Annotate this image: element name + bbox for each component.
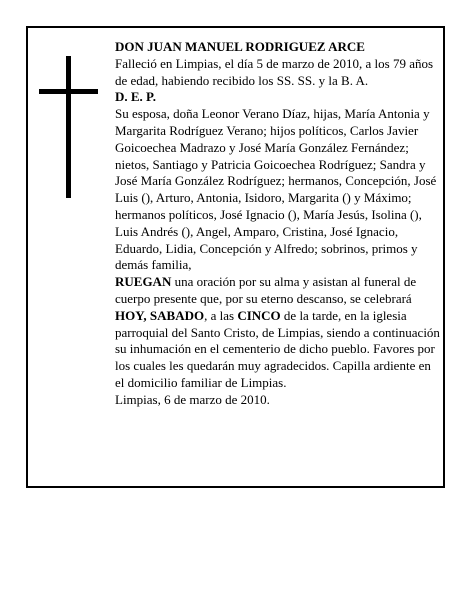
family-list: Su esposa, doña Leonor Verano Díaz, hijas, María Antonia y Margarita Rodríguez Verano; hijos políticos, Carlos Javier Goicoechea Madrazo y José María González Fernández; nietos, Santiago y Patricia Goicoechea Rodríguez; Sandra y José María González Rodríguez; hermanos, Concepción, José Luis (), Arturo, Antonia, Isidoro, Margarita () y Máximo; hermanos políticos, José Ignacio (), María Jesús, Isolina (), Luis Andrés (), Angel, Amparo, Cristina, José Ignacio, Eduardo, Lidia, Concepción y Alfredo; sobrinos, primos y demás familia, bbox=[115, 106, 437, 273]
obituary-notice bbox=[26, 26, 445, 488]
deceased-name: DON JUAN MANUEL RODRIGUEZ ARCE bbox=[115, 39, 365, 54]
cross-icon bbox=[66, 56, 71, 198]
funeral-request: RUEGAN una oración por su alma y asistan al funeral de cuerpo presente que, por su eterno descanso, se celebrará HOY, SABADO, a las CINCO de la tarde, en la iglesia parroquial del Santo Cristo, de Limpias, siendo a continuación su inhumación en el cementerio de dicho pueblo. Favores por los cuales les quedarán muy agradecidos. Capilla ardiente en el domicilio familiar de Limpias. bbox=[115, 274, 440, 390]
death-announcement: Falleció en Limpias, el día 5 de marzo de 2010, a los 79 años de edad, habiendo recibido los SS. SS. y la B. A. bbox=[115, 55, 434, 88]
dep-line: D. E. P. bbox=[115, 89, 157, 105]
place-date: Limpias, 6 de marzo de 2010. bbox=[115, 391, 270, 407]
cross-icon-bar bbox=[39, 89, 98, 94]
obituary-text bbox=[115, 39, 440, 409]
